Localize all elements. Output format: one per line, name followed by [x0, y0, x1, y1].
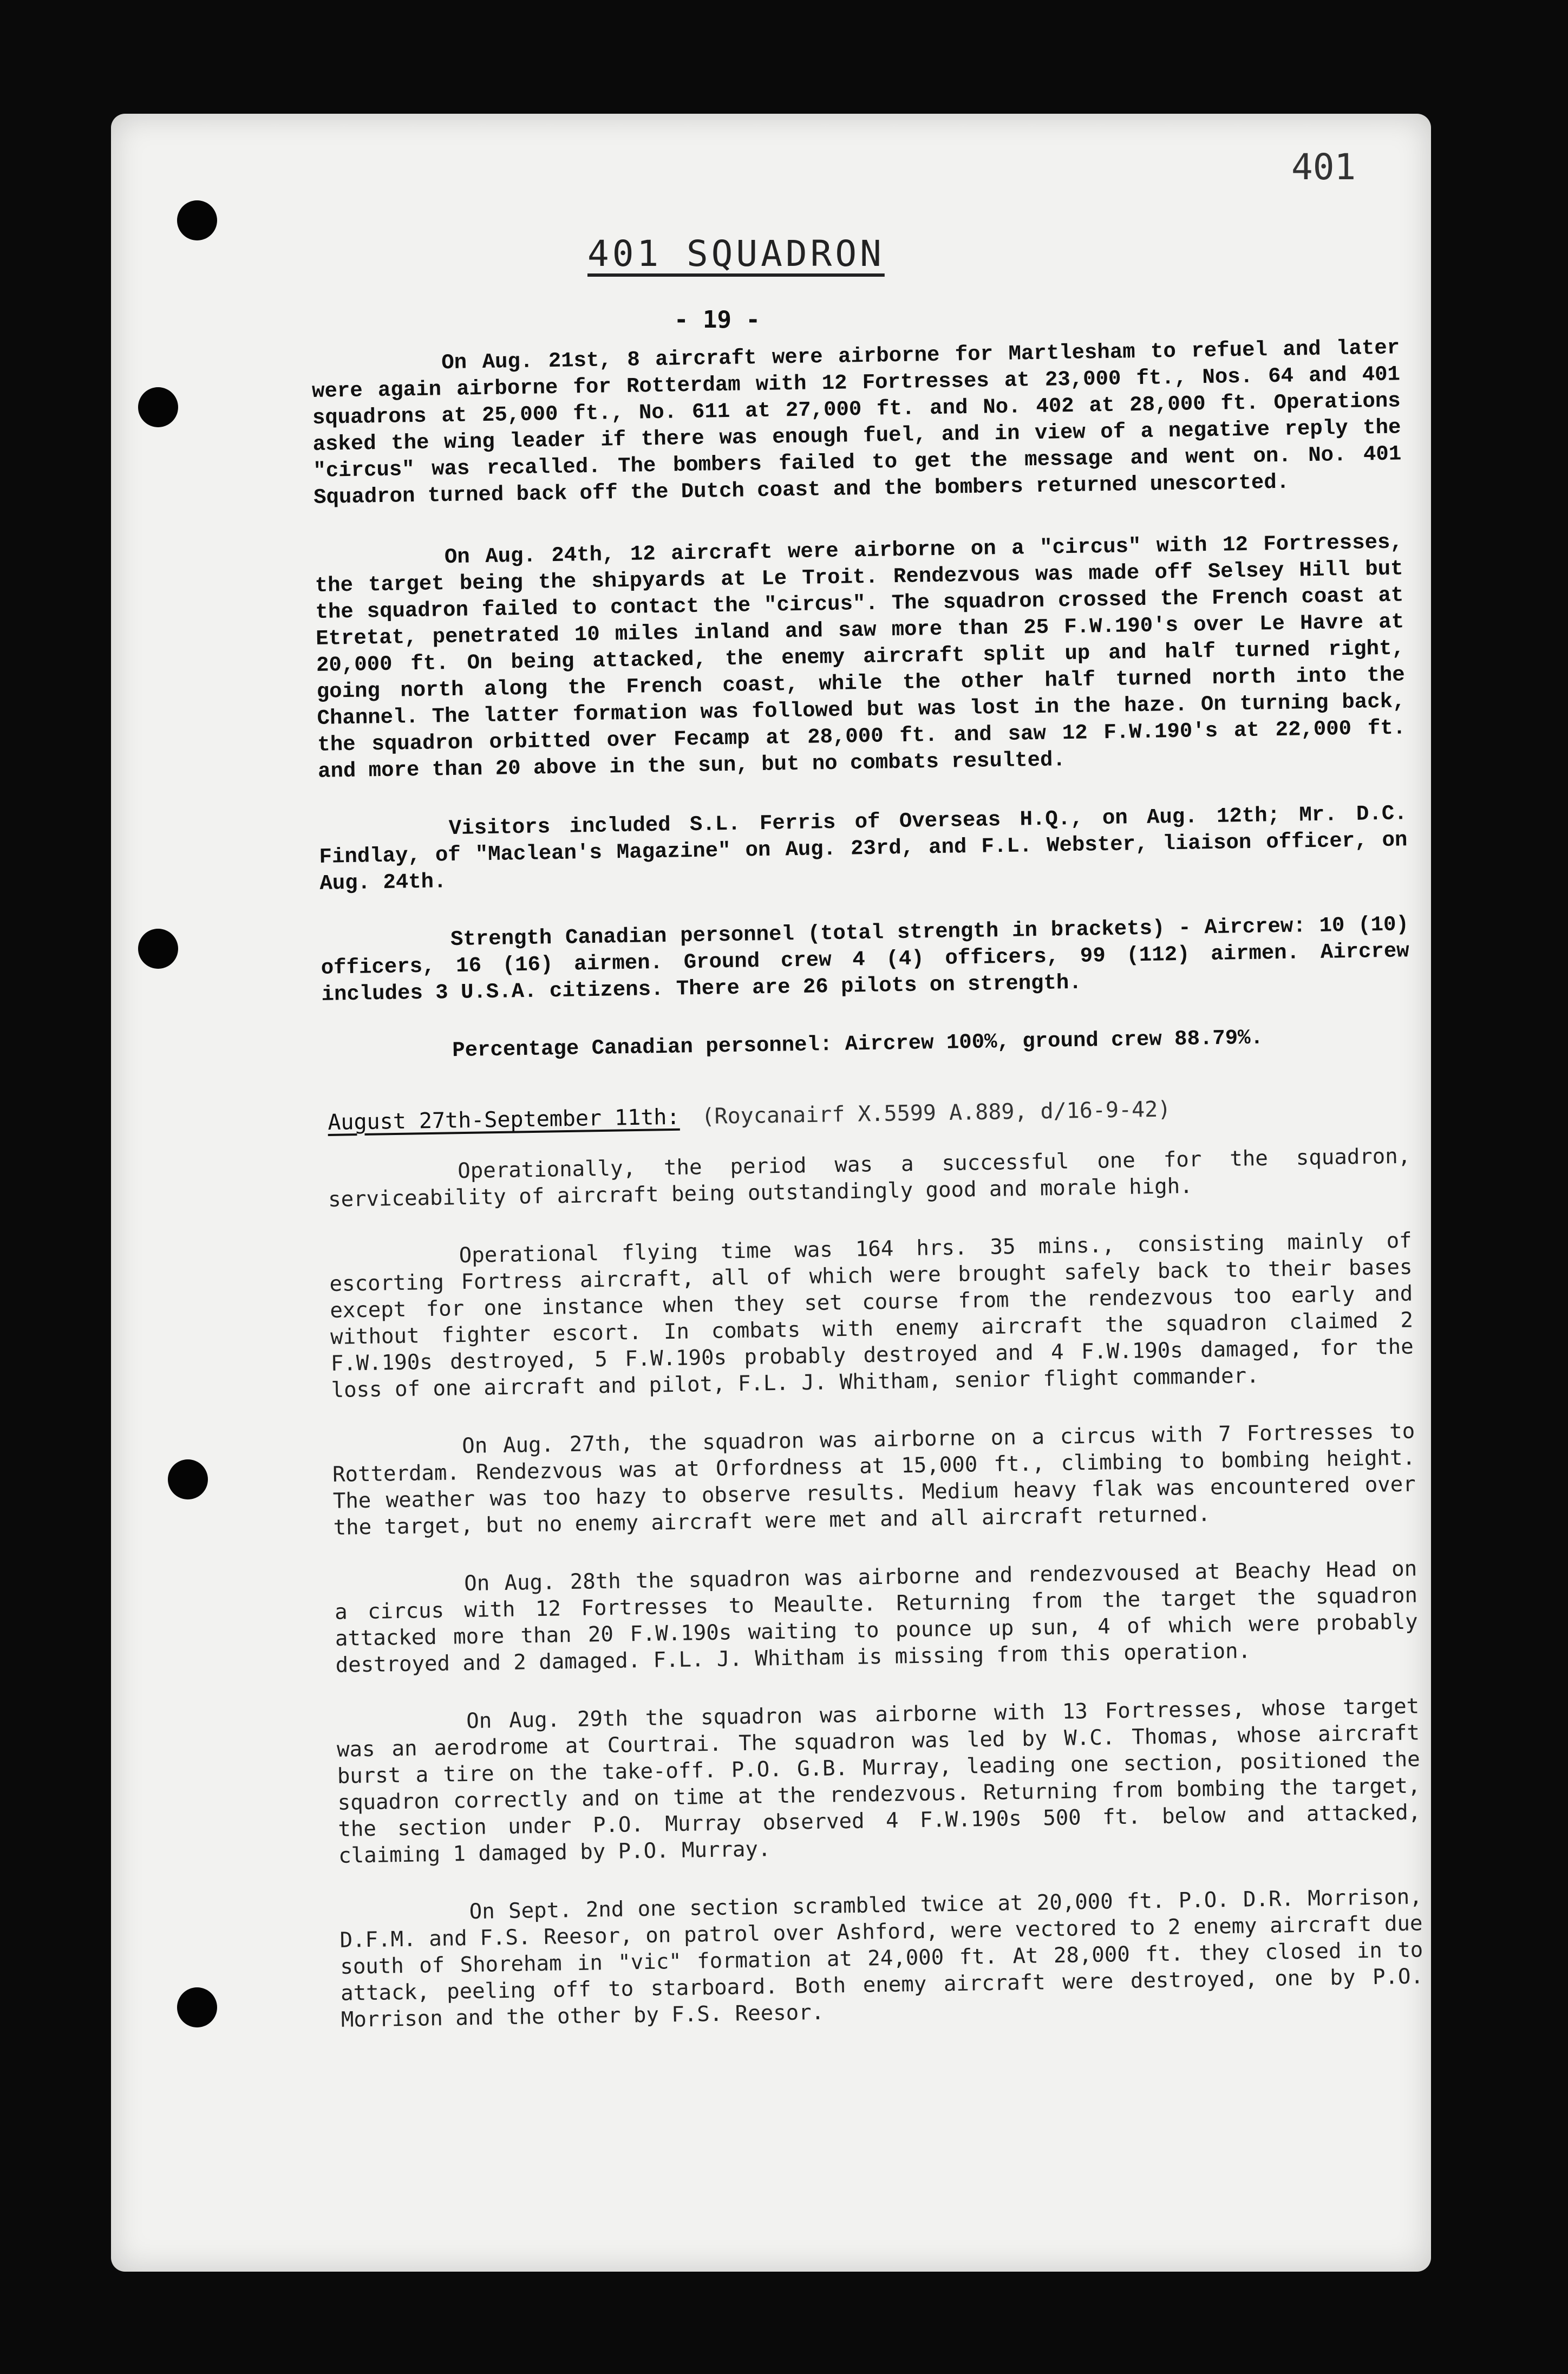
text-block-upper — [311, 335, 1410, 1066]
paragraph: Operational flying time was 164 hrs. 35 mins., consisting mainly of escorting Fortress aircraft, all of which were brought safely back to their bases except for one instance when they set course from the rendezvous too early and without fighter escort. In combats with enemy aircraft the squadron claimed 2 F.W.190s destroyed, 5 F.W.190s probably destroyed and 4 F.W.190s damaged, for the loss of one aircraft and pilot, F.L. J. Whitham, senior flight commander. — [329, 1228, 1414, 1403]
section-heading: August 27th-September 11th: — [328, 1104, 680, 1135]
page-subnumber: - 19 - — [674, 306, 760, 334]
page-number: 401 — [1291, 146, 1356, 188]
page-title: 401 SQUADRON — [587, 233, 885, 275]
section-reference: (Roycanairf X.5599 A.889, d/16-9-42) — [701, 1097, 1171, 1130]
document-page — [111, 114, 1431, 2272]
punch-hole — [177, 200, 217, 240]
punch-hole — [138, 929, 178, 969]
paragraph: Operationally, the period was a successful one for the squadron, serviceability of aircraft being outstandingly good and morale high. — [328, 1144, 1411, 1212]
punch-hole — [168, 1459, 208, 1499]
paragraph: On Aug. 28th the squadron was airborne and rendezvoused at Beachy Head on a circus with 12 Fortresses to Meaulte. Returning from the target the squadron attacked more than 20 F.W.190s waiting to pounce up sun, 4 of which were probably destroyed and 2 damaged. F.L. J. Whitham is missing from this operation. — [334, 1556, 1418, 1678]
section-heading-line — [328, 1097, 1171, 1135]
paragraph: Strength Canadian personnel (total strength in brackets) - Aircrew: 10 (10) officers, 16 (16) airmen. Ground crew 4 (4) officers, 99 (112) airmen. Aircrew includes 3 U.S.A. citizens. There are 26 pilots on strength. — [321, 912, 1409, 1007]
paragraph: On Aug. 21st, 8 aircraft were airborne for Martlesham to refuel and later were again airborne for Rotterdam with 12 Fortresses at 23,000 ft., Nos. 64 and 401 squadrons at 25,000 ft., No. 611 at 27,000 ft. and No. 402 at 28,000 ft. Operations asked the wing leader if there was enough fuel, and in view of a negative reply the "circus" was recalled. The bombers failed to get the message and went on. No. 401 Squadron turned back off the Dutch coast and the bombers returned unescorted. — [311, 336, 1402, 510]
paragraph: On Aug. 27th, the squadron was airborne on a circus with 7 Fortresses to Rotterdam. Rendezvous was at Orfordness at 15,000 ft., climbing to bombing height. The weather was too hazy to observe results. Medium heavy flak was encountered over the target, but no enemy aircraft were met and all aircraft returned. — [332, 1419, 1416, 1540]
paragraph: On Aug. 29th the squadron was airborne with 13 Fortresses, whose target was an aerodrome at Courtrai. The squadron was led by W.C. Thomas, whose aircraft burst a tire on the take-off. P.O. G.B. Murray, leading one section, positioned the squadron correctly and on time at the rendezvous. Returning from bombing the target, the section under P.O. Murray observed 4 F.W.190s 500 ft. below and attacked, claiming 1 damaged by P.O. Murray. — [336, 1694, 1421, 1868]
paragraph: On Sept. 2nd one section scrambled twice at 20,000 ft. P.O. D.R. Morrison, D.F.M. and F.S. Reesor, on patrol over Ashford, were vectored to 2 enemy aircraft due south of Shoreham in "vic" formation at 24,000 ft. At 28,000 ft. they closed in to attack, peeling off to starboard. Both enemy aircraft were destroyed, one by P.O. Morrison and the other by F.S. Reesor. — [339, 1884, 1424, 2032]
punch-hole — [138, 387, 178, 427]
paragraph: Percentage Canadian personnel: Aircrew 100%, ground crew 88.79%. — [452, 1026, 1264, 1063]
punch-hole — [177, 1987, 217, 2027]
text-block-lower — [328, 1143, 1424, 2033]
paragraph: On Aug. 24th, 12 aircraft were airborne on a "circus" with 12 Fortresses, the target being the shipyards at Le Troit. Rendezvous was made off Selsey Hill but the squadron failed to contact the "circus". The squadron crossed the French coast at Etretat, penetrated 10 miles inland and saw more than 25 F.W.190's over Le Havre at 20,000 ft. On being attacked, the enemy aircraft split up and half turned right, going north along the French coast, while the other half turned north into the Channel. The latter formation was followed but was lost in the haze. On turning back, the squadron orbitted over Fecamp at 28,000 ft. and saw 12 F.W.190's at 22,000 ft. and more than 20 above in the sun, but no combats resulted. — [315, 530, 1406, 784]
paragraph: Visitors included S.L. Ferris of Overseas H.Q., on Aug. 12th; Mr. D.C. Findlay, of "Maclean's Magazine" on Aug. 23rd, and F.L. Webster, liaison officer, on Aug. 24th. — [319, 801, 1408, 896]
